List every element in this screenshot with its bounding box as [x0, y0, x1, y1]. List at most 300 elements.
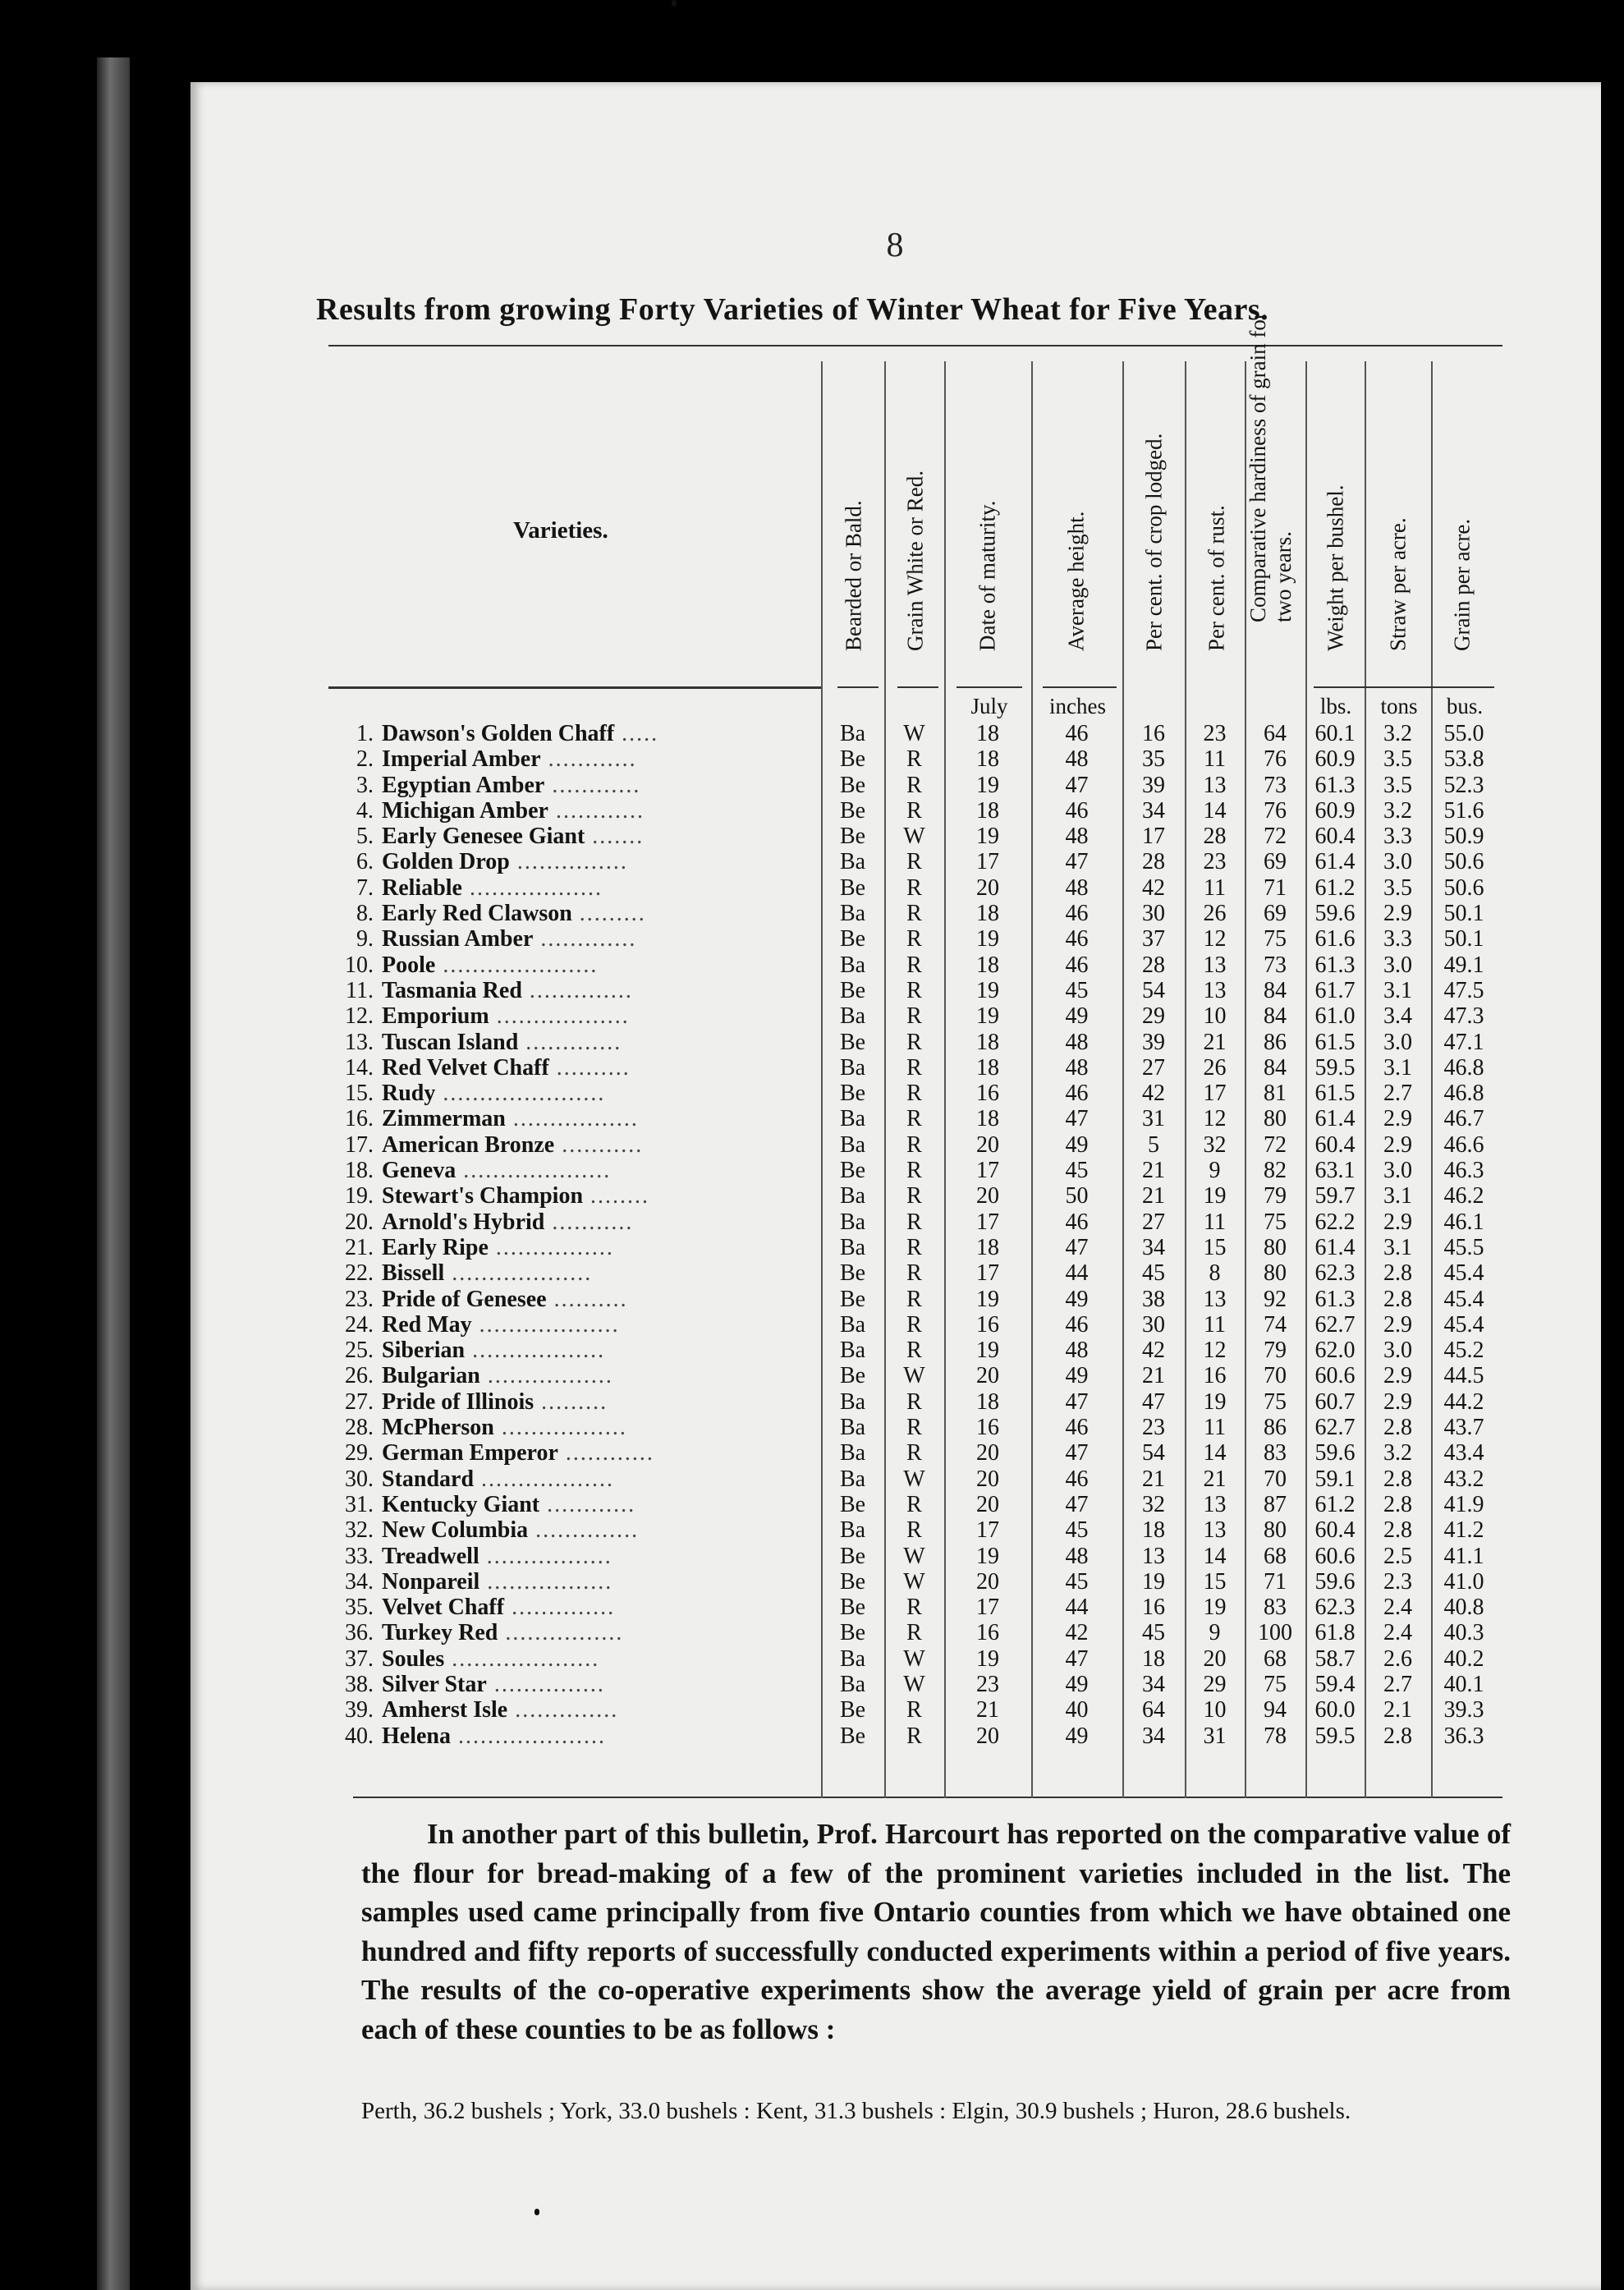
variety-cell: [324, 1030, 833, 1056]
table-row: [324, 1183, 1498, 1209]
table-row: [324, 1055, 1498, 1081]
cell-y: 40.2: [1443, 1645, 1484, 1672]
cell-l: 38: [1142, 1286, 1165, 1312]
leader-dots: ...........: [554, 1131, 644, 1158]
cell-s: 3.1: [1383, 1183, 1412, 1209]
variety-name: New Columbia: [382, 1517, 529, 1544]
cell-l: 27: [1142, 1054, 1165, 1081]
cell-d: 20: [976, 1723, 999, 1749]
cell-b: Be: [839, 746, 866, 773]
cell-y: 45.5: [1443, 1234, 1484, 1260]
cell-s: 2.8: [1383, 1260, 1412, 1287]
cell-g: R: [906, 746, 922, 773]
cell-b: Ba: [839, 952, 866, 978]
table-row: [324, 1646, 1498, 1672]
variety-name: Silver Star: [382, 1671, 487, 1697]
cell-h: 49: [1065, 1003, 1089, 1030]
cell-c: 76: [1264, 797, 1287, 824]
row-number: 18.: [345, 1158, 374, 1184]
cell-y: 50.6: [1443, 874, 1484, 901]
cell-r: 13: [1203, 1286, 1227, 1312]
cell-b: Ba: [839, 721, 866, 746]
cell-y: 47.5: [1443, 977, 1484, 1003]
cell-s: 2.4: [1383, 1595, 1412, 1621]
header-grain-colour: Grain White or Red.: [902, 470, 928, 651]
cell-b: Ba: [839, 1131, 866, 1158]
cell-s: 2.4: [1383, 1620, 1412, 1646]
cell-y: 47.1: [1443, 1029, 1484, 1055]
cell-w: 61.7: [1314, 977, 1356, 1003]
cell-y: 40.8: [1443, 1595, 1484, 1621]
cell-s: 2.6: [1383, 1645, 1412, 1672]
table-row: [324, 1260, 1498, 1286]
cell-b: Be: [839, 1620, 866, 1646]
row-number: 23.: [345, 1286, 374, 1312]
variety-name: American Bronze: [382, 1131, 555, 1158]
cell-b: Be: [839, 1723, 866, 1749]
cell-g: W: [903, 1466, 925, 1492]
cell-s: 3.0: [1383, 1158, 1412, 1184]
cell-d: 18: [976, 901, 999, 927]
header-grain-per-acre: Grain per acre.: [1449, 518, 1475, 651]
cell-l: 34: [1142, 1234, 1165, 1260]
cell-c: 71: [1264, 1568, 1287, 1595]
table-row: [324, 1081, 1498, 1106]
variety-name: Early Genesee Giant: [382, 824, 585, 850]
cell-s: 2.9: [1383, 1311, 1412, 1338]
cell-l: 34: [1142, 1671, 1165, 1697]
cell-g: R: [906, 1338, 922, 1364]
table-row: [324, 1363, 1498, 1388]
cell-l: 5: [1148, 1131, 1159, 1158]
variety-name: Standard: [382, 1466, 475, 1492]
variety-cell: [324, 1106, 833, 1132]
variety-cell: [324, 1595, 833, 1621]
cell-c: 75: [1264, 1388, 1287, 1415]
cell-l: 54: [1142, 1440, 1165, 1466]
cell-r: 8: [1209, 1260, 1221, 1287]
cell-s: 3.5: [1383, 874, 1412, 901]
leader-dots: ..............: [521, 977, 633, 1003]
variety-name: Russian Amber: [382, 926, 534, 952]
cell-w: 62.3: [1314, 1595, 1356, 1621]
cell-w: 61.3: [1314, 1286, 1356, 1312]
cell-h: 49: [1065, 1363, 1089, 1389]
cell-w: 61.8: [1314, 1620, 1356, 1646]
cell-r: 32: [1203, 1131, 1227, 1158]
variety-cell: [324, 1183, 833, 1209]
cell-s: 2.9: [1383, 1106, 1412, 1132]
cell-g: W: [903, 1543, 925, 1569]
cell-r: 15: [1203, 1234, 1227, 1260]
cell-w: 61.4: [1314, 849, 1356, 875]
cell-y: 46.2: [1443, 1183, 1484, 1209]
variety-cell: [324, 901, 833, 927]
cell-w: 59.6: [1314, 901, 1356, 927]
row-number: 10.: [345, 952, 374, 978]
cell-b: Ba: [839, 1415, 866, 1441]
table-row: [324, 1569, 1498, 1595]
row-number: 27.: [345, 1388, 374, 1415]
cell-y: 44.2: [1443, 1388, 1484, 1415]
table-row: [324, 798, 1498, 824]
cell-l: 31: [1142, 1106, 1165, 1132]
variety-name: Rudy: [382, 1081, 436, 1107]
cell-y: 47.3: [1443, 1003, 1484, 1030]
variety-cell: [324, 1055, 833, 1081]
leader-dots: ...............: [509, 849, 628, 875]
cell-s: 3.3: [1383, 824, 1412, 850]
table-row: [324, 746, 1498, 772]
leader-dots: ...................: [444, 1260, 593, 1287]
cell-l: 34: [1142, 797, 1165, 824]
cell-r: 26: [1203, 901, 1227, 927]
cell-b: Be: [839, 824, 866, 850]
cell-c: 100: [1258, 1620, 1292, 1646]
row-number: 11.: [346, 977, 374, 1003]
cell-g: R: [906, 926, 922, 952]
variety-cell: [324, 1312, 833, 1338]
variety-cell: [324, 926, 833, 952]
cell-c: 73: [1264, 772, 1287, 798]
variety-name: Pride of Genesee: [382, 1286, 547, 1312]
cell-l: 34: [1142, 1723, 1165, 1749]
variety-cell: [324, 1363, 833, 1389]
cell-w: 60.0: [1314, 1697, 1356, 1723]
cell-y: 53.8: [1443, 746, 1484, 773]
row-number: 39.: [345, 1697, 374, 1723]
cell-d: 16: [976, 1620, 999, 1646]
ink-dot: [534, 2209, 539, 2215]
varieties-header-rule: [328, 686, 821, 689]
cell-r: 13: [1203, 1491, 1227, 1517]
cell-y: 40.1: [1443, 1671, 1484, 1697]
variety-name: McPherson: [382, 1415, 494, 1441]
cell-d: 18: [976, 1029, 999, 1055]
variety-name: German Emperor: [382, 1440, 558, 1466]
cell-w: 61.6: [1314, 926, 1356, 952]
row-number: 25.: [345, 1338, 374, 1364]
leader-dots: ..............: [507, 1697, 619, 1723]
variety-cell: [324, 849, 833, 875]
cell-l: 64: [1142, 1697, 1165, 1723]
row-number: 28.: [345, 1415, 374, 1441]
cell-b: Be: [839, 1568, 866, 1595]
cell-y: 46.3: [1443, 1158, 1484, 1184]
cell-r: 19: [1203, 1183, 1227, 1209]
cell-w: 61.3: [1314, 772, 1356, 798]
leader-dots: .................: [479, 1568, 613, 1595]
cell-b: Ba: [839, 1338, 866, 1364]
cell-l: 28: [1142, 849, 1165, 875]
cell-s: 3.0: [1383, 849, 1412, 875]
table-row: [324, 1209, 1498, 1235]
variety-cell: [324, 875, 833, 902]
variety-cell: [324, 1697, 833, 1723]
cell-y: 36.3: [1443, 1723, 1484, 1749]
cell-w: 59.6: [1314, 1440, 1356, 1466]
row-number: 38.: [345, 1671, 374, 1697]
variety-name: Red May: [382, 1311, 472, 1338]
cell-d: 20: [976, 874, 999, 901]
cell-h: 47: [1065, 1645, 1089, 1672]
cell-s: 2.9: [1383, 1131, 1412, 1158]
cell-d: 19: [976, 977, 999, 1003]
row-number: 3.: [356, 772, 374, 798]
variety-name: Dawson's Golden Chaff: [382, 721, 615, 746]
variety-name: Nonpareil: [382, 1568, 480, 1595]
table-row: [324, 901, 1498, 926]
cell-h: 42: [1065, 1620, 1089, 1646]
variety-cell: [324, 1209, 833, 1236]
cell-d: 16: [976, 1415, 999, 1441]
variety-cell: [324, 798, 833, 824]
cell-b: Ba: [839, 1645, 866, 1672]
cell-h: 49: [1065, 1131, 1089, 1158]
cell-b: Be: [839, 926, 866, 952]
cell-l: 13: [1142, 1543, 1165, 1569]
row-number: 17.: [345, 1131, 374, 1158]
variety-name: Early Ripe: [382, 1234, 489, 1260]
row-number: 33.: [345, 1543, 374, 1569]
cell-d: 20: [976, 1568, 999, 1595]
variety-name: Bulgarian: [382, 1363, 480, 1389]
cell-r: 11: [1204, 1209, 1226, 1235]
cell-c: 94: [1264, 1697, 1287, 1723]
variety-name: Red Velvet Chaff: [382, 1054, 549, 1081]
cell-s: 2.9: [1383, 1209, 1412, 1235]
cell-l: 45: [1142, 1620, 1165, 1646]
cell-w: 62.7: [1314, 1311, 1356, 1338]
cell-y: 46.6: [1443, 1131, 1484, 1158]
cell-s: 2.8: [1383, 1517, 1412, 1544]
cell-h: 45: [1065, 1158, 1089, 1184]
cell-h: 47: [1065, 1388, 1089, 1415]
cell-g: W: [903, 1568, 925, 1595]
cell-d: 20: [976, 1363, 999, 1389]
table-row: [324, 1106, 1498, 1131]
cell-s: 2.8: [1383, 1723, 1412, 1749]
cell-g: R: [906, 1595, 922, 1621]
leader-dots: ...............: [486, 1671, 605, 1697]
cell-y: 43.7: [1443, 1415, 1484, 1441]
cell-g: R: [906, 1388, 922, 1415]
cell-r: 19: [1203, 1388, 1227, 1415]
cell-s: 3.0: [1383, 1338, 1412, 1364]
variety-cell: [324, 1492, 833, 1518]
leader-dots: ....................: [456, 1158, 612, 1184]
cell-s: 3.5: [1383, 772, 1412, 798]
leader-dots: ..................: [489, 1003, 630, 1030]
cell-g: R: [906, 1415, 922, 1441]
variety-name: Zimmerman: [382, 1106, 506, 1132]
cell-l: 32: [1142, 1491, 1165, 1517]
cell-g: R: [906, 1081, 922, 1107]
leader-dots: ..................: [465, 1338, 606, 1364]
leader-dots: .................: [479, 1363, 613, 1389]
cell-h: 48: [1065, 746, 1089, 773]
cell-l: 16: [1142, 721, 1165, 746]
cell-g: R: [906, 797, 922, 824]
cell-y: 43.2: [1443, 1466, 1484, 1492]
cell-d: 18: [976, 1054, 999, 1081]
cell-h: 48: [1065, 874, 1089, 901]
cell-w: 59.1: [1314, 1466, 1356, 1492]
cell-s: 2.9: [1383, 901, 1412, 927]
cell-b: Be: [839, 1286, 866, 1312]
cell-s: 3.1: [1383, 977, 1412, 1003]
table-row: [324, 1672, 1498, 1697]
row-number: 19.: [345, 1183, 374, 1209]
row-number: 15.: [345, 1081, 374, 1107]
cell-s: 3.2: [1383, 1440, 1412, 1466]
cell-l: 30: [1142, 901, 1165, 927]
cell-c: 80: [1264, 1234, 1287, 1260]
cell-s: 3.0: [1383, 952, 1412, 978]
cell-d: 19: [976, 926, 999, 952]
cell-w: 61.4: [1314, 1234, 1356, 1260]
leader-dots: ..................: [474, 1466, 615, 1492]
cell-d: 19: [976, 1543, 999, 1569]
table-row: [324, 1723, 1498, 1749]
cell-y: 45.4: [1443, 1286, 1484, 1312]
table-row: [324, 1003, 1498, 1029]
cell-g: W: [903, 1363, 925, 1389]
variety-name: Soules: [382, 1645, 445, 1672]
cell-h: 44: [1065, 1595, 1089, 1621]
cell-w: 61.2: [1314, 874, 1356, 901]
variety-cell: [324, 1287, 833, 1313]
variety-name: Bissell: [382, 1260, 445, 1287]
cell-g: R: [906, 1286, 922, 1312]
table-row: [324, 1287, 1498, 1312]
unit-straw: tons: [1380, 694, 1418, 718]
row-number: 9.: [356, 926, 374, 952]
cell-b: Be: [839, 1158, 866, 1184]
cell-s: 2.7: [1383, 1081, 1412, 1107]
cell-w: 62.0: [1314, 1338, 1356, 1364]
cell-c: 74: [1264, 1311, 1287, 1338]
cell-c: 73: [1264, 952, 1287, 978]
cell-y: 52.3: [1443, 772, 1484, 798]
table-row: [324, 1620, 1498, 1645]
cell-d: 19: [976, 1286, 999, 1312]
leader-dots: .......: [585, 824, 645, 850]
cell-b: Be: [839, 1029, 866, 1055]
cell-r: 13: [1203, 952, 1227, 978]
cell-c: 84: [1264, 977, 1287, 1003]
variety-name: Kentucky Giant: [382, 1491, 540, 1517]
table-row: [324, 875, 1498, 901]
cell-s: 3.3: [1383, 926, 1412, 952]
cell-w: 59.5: [1314, 1723, 1356, 1749]
header-hardiness: Comparative hardiness of grain for two years.: [1245, 312, 1296, 622]
cell-b: Be: [839, 977, 866, 1003]
cell-h: 47: [1065, 1106, 1089, 1132]
cell-l: 21: [1142, 1363, 1165, 1389]
cell-y: 45.4: [1443, 1260, 1484, 1287]
header-rust: Per cent. of rust.: [1204, 505, 1229, 651]
cell-w: 60.9: [1314, 797, 1356, 824]
cell-g: R: [906, 1003, 922, 1030]
cell-b: Be: [839, 1543, 866, 1569]
cell-s: 3.2: [1383, 797, 1412, 824]
row-number: 22.: [345, 1260, 374, 1287]
variety-name: Poole: [382, 952, 436, 978]
table-row: [324, 978, 1498, 1003]
cell-b: Be: [839, 1595, 866, 1621]
cell-d: 17: [976, 1209, 999, 1235]
book-binding-edge: [97, 57, 130, 2290]
table-row: [324, 849, 1498, 874]
cell-w: 62.7: [1314, 1415, 1356, 1441]
cell-y: 43.4: [1443, 1440, 1484, 1466]
cell-w: 62.3: [1314, 1260, 1356, 1287]
table-row: [324, 1440, 1498, 1466]
cell-d: 20: [976, 1183, 999, 1209]
cell-y: 46.8: [1443, 1054, 1484, 1081]
cell-g: R: [906, 1158, 922, 1184]
cell-c: 80: [1264, 1260, 1287, 1287]
cell-r: 9: [1209, 1620, 1221, 1646]
cell-d: 20: [976, 1131, 999, 1158]
cell-y: 41.2: [1443, 1517, 1484, 1544]
cell-c: 68: [1264, 1543, 1287, 1569]
leader-dots: ........: [583, 1183, 650, 1209]
cell-l: 42: [1142, 1338, 1165, 1364]
cell-c: 75: [1264, 926, 1287, 952]
cell-w: 59.5: [1314, 1054, 1356, 1081]
leader-dots: ....................: [451, 1723, 606, 1749]
variety-cell: [324, 1620, 833, 1646]
cell-g: R: [906, 1723, 922, 1749]
cell-w: 60.1: [1314, 721, 1356, 746]
variety-name: Tuscan Island: [382, 1029, 519, 1055]
variety-cell: [324, 773, 833, 799]
cell-b: Ba: [839, 1209, 866, 1235]
unit-rule: [837, 686, 879, 688]
cell-w: 61.4: [1314, 1106, 1356, 1132]
variety-cell: [324, 1544, 833, 1570]
leader-dots: ................: [488, 1234, 614, 1260]
unit-height: inches: [1049, 694, 1106, 718]
leader-dots: ............: [540, 746, 637, 773]
cell-h: 44: [1065, 1260, 1089, 1287]
cell-y: 50.1: [1443, 901, 1484, 927]
leader-dots: .....: [614, 721, 659, 746]
cell-y: 41.0: [1443, 1568, 1484, 1595]
row-number: 36.: [345, 1620, 374, 1646]
cell-r: 21: [1203, 1029, 1227, 1055]
unit-rule: [1314, 686, 1494, 688]
leader-dots: .........: [534, 1388, 608, 1415]
cell-c: 76: [1264, 746, 1287, 773]
table-row: [324, 824, 1498, 849]
cell-y: 51.6: [1443, 797, 1484, 824]
cell-w: 59.7: [1314, 1183, 1356, 1209]
leader-dots: .............: [533, 926, 637, 952]
cell-s: 3.1: [1383, 1054, 1412, 1081]
cell-r: 11: [1204, 746, 1226, 773]
leader-dots: ............: [557, 1440, 654, 1466]
cell-d: 18: [976, 721, 999, 746]
cell-l: 28: [1142, 952, 1165, 978]
cell-s: 2.5: [1383, 1543, 1412, 1569]
cell-g: R: [906, 1311, 922, 1338]
cell-d: 17: [976, 849, 999, 875]
cell-s: 2.7: [1383, 1671, 1412, 1697]
cell-y: 41.1: [1443, 1543, 1484, 1569]
